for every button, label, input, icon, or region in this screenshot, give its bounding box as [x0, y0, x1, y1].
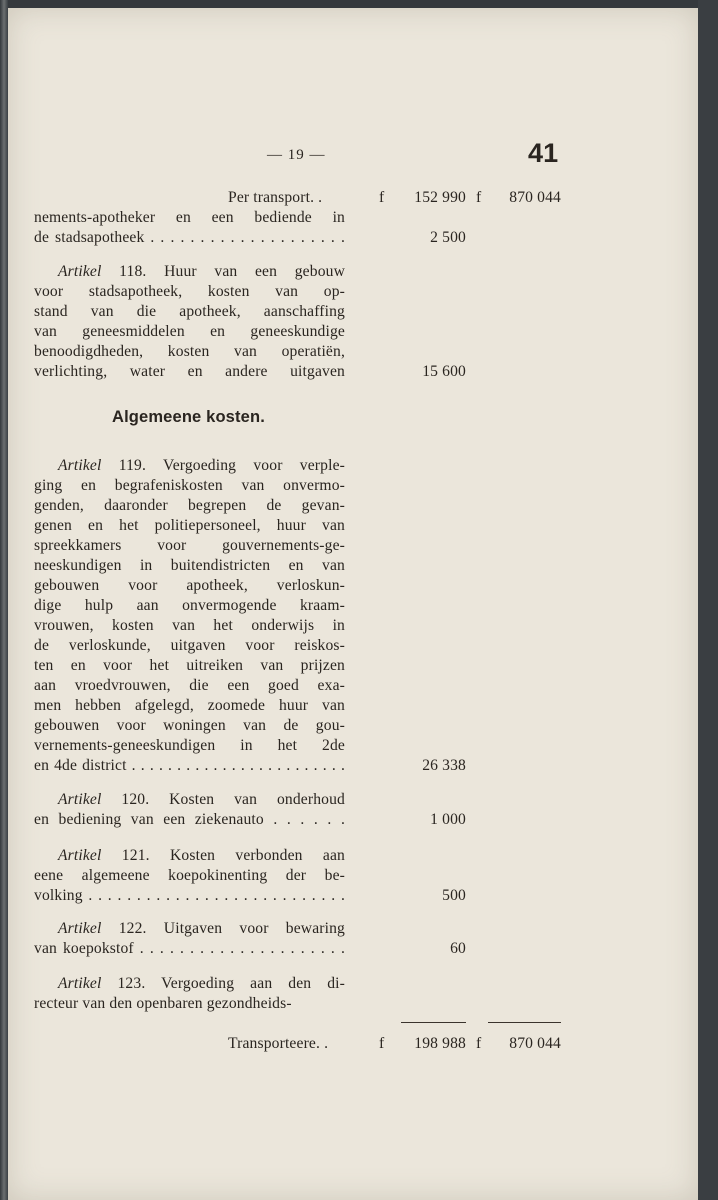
text-line: nements-apotheker en een bediende in — [34, 209, 345, 226]
article-text: 123. Vergoeding aan den di- — [101, 975, 345, 992]
text-line: men hebben afgelegd, zoomede huur van — [34, 697, 345, 714]
article-text: 118. Huur van een gebouw — [101, 263, 345, 280]
scan-border-top — [0, 0, 718, 8]
article-122-line — [58, 919, 345, 939]
section-heading: Algemeene kosten. — [112, 408, 265, 426]
article-123-line — [58, 974, 345, 994]
sum-rule-1 — [401, 1022, 466, 1023]
amount: 2 500 — [430, 229, 466, 246]
text-line: neeskundigen in buitendistricten en van — [34, 557, 345, 574]
sum-rule-2 — [488, 1022, 561, 1023]
article-120-line — [58, 790, 345, 810]
amount: 1 000 — [430, 811, 466, 828]
text-line: volking . . . . . . . . . . . . . . . . . . . . . . . . . . . — [34, 887, 345, 904]
text-line: en bediening van een ziekenauto . . . . . . — [34, 811, 345, 828]
text-line: benoodigdheden, kosten van operatiën, — [34, 343, 345, 360]
scan-border-left — [0, 0, 8, 1200]
text-line: genden, daaronder begrepen de gevan- — [34, 497, 345, 514]
carried-currency-1: f — [379, 1035, 385, 1052]
article-119-line — [58, 456, 345, 476]
text-line: stand van die apotheek, aanschaffing — [34, 303, 345, 320]
text-line: van koepokstof . . . . . . . . . . . . . . . . . . . . . — [34, 940, 345, 957]
article-label: Artikel — [58, 847, 102, 864]
text-line: eene algemeene koepokinenting der be- — [34, 867, 345, 884]
carried-amount-2: 870 044 — [509, 1035, 561, 1052]
text-line: de stadsapotheek . . . . . . . . . . . . . . . . . . . . — [34, 229, 345, 246]
article-label: Artikel — [58, 457, 102, 474]
scan-border-right — [698, 0, 718, 1200]
text-line: spreekkamers voor gouvernements-ge- — [34, 537, 345, 554]
document-page — [8, 8, 698, 1200]
article-text: 122. Uitgaven voor bewaring — [101, 920, 345, 937]
text-line: ging en begrafeniskosten van onvermo- — [34, 477, 345, 494]
transport-currency-1: f — [379, 189, 385, 206]
carried-label: Transporteere. . — [228, 1035, 329, 1052]
text-line: recteur van den openbaren gezondheids- — [34, 995, 292, 1012]
article-text: 120. Kosten van onderhoud — [101, 791, 345, 808]
amount: 500 — [442, 887, 466, 904]
article-118-line — [58, 262, 345, 282]
text-line: de verloskunde, uitgaven voor reiskos- — [34, 637, 345, 654]
text-line: gebouwen voor apotheek, verloskun- — [34, 577, 345, 594]
amount: 26 338 — [422, 757, 466, 774]
text-line: genen en het politiepersoneel, huur van — [34, 517, 345, 534]
transport-amount-1: 152 990 — [414, 189, 466, 206]
page-number: — 19 — — [267, 147, 326, 163]
folio-number: 41 — [528, 138, 559, 168]
carried-currency-2: f — [476, 1035, 482, 1052]
text-line: van geneesmiddelen en geneeskundige — [34, 323, 345, 340]
article-121-line — [58, 846, 345, 866]
text-line: ten en voor het uitreiken van prijzen — [34, 657, 345, 674]
article-label: Artikel — [58, 920, 102, 937]
text-line: verlichting, water en andere uitgaven — [34, 363, 345, 380]
text-line: voor stadsapotheek, kosten van op- — [34, 283, 345, 300]
article-label: Artikel — [58, 263, 102, 280]
text-line: dige hulp aan onvermogende kraam- — [34, 597, 345, 614]
amount: 60 — [450, 940, 466, 957]
amount: 15 600 — [422, 363, 466, 380]
text-line: vrouwen, kosten van het onderwijs in — [34, 617, 345, 634]
text-line: aan vroedvrouwen, die een goed exa- — [34, 677, 345, 694]
transport-amount-2: 870 044 — [509, 189, 561, 206]
text-line: vernements-geneeskundigen in het 2de — [34, 737, 345, 754]
carried-amount-1: 198 988 — [414, 1035, 466, 1052]
text-line: gebouwen voor woningen van de gou- — [34, 717, 345, 734]
article-text: 119. Vergoeding voor verple- — [101, 457, 345, 474]
text-line: en 4de district . . . . . . . . . . . . . . . . . . . . . . . . — [34, 757, 345, 774]
transport-label: Per transport. . — [228, 189, 323, 206]
transport-currency-2: f — [476, 189, 482, 206]
article-label: Artikel — [58, 791, 102, 808]
article-label: Artikel — [58, 975, 102, 992]
article-text: 121. Kosten verbonden aan — [101, 847, 345, 864]
